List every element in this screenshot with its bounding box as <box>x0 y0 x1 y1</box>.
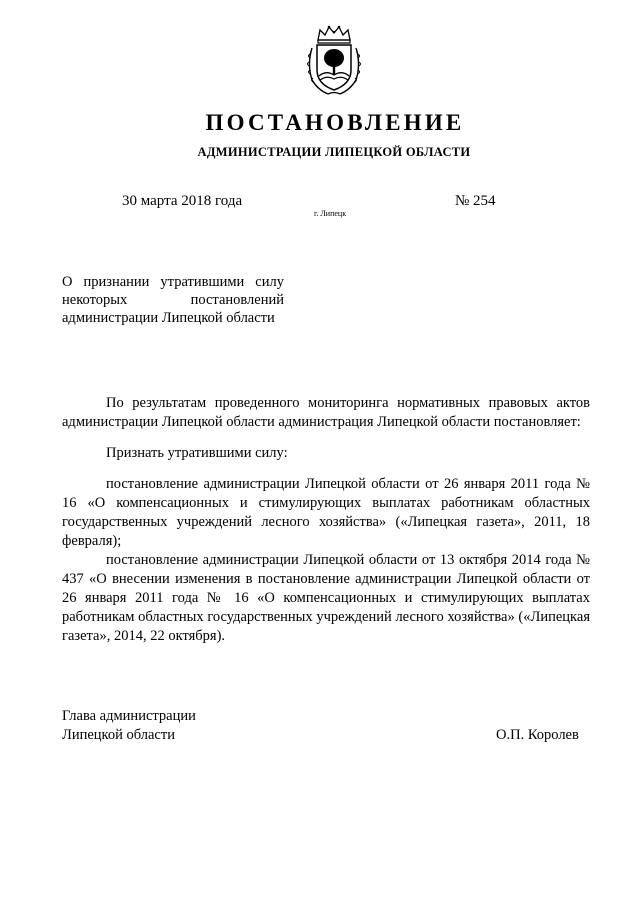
repealed-item-paragraph: постановление администрации Липецкой области от 26 января 2011 года № 16 «О компенсационных и стимулирующих выплатах работникам областных государственных учреждений лесного хозяйства» («Липецкая газета», 2011, 18 февраля); <box>62 476 590 549</box>
signatory-position-line: Липецкой области <box>62 727 175 743</box>
document-date: 30 марта 2018 года <box>122 193 243 209</box>
intro-paragraph: По результатам проведенного мониторинга нормативных правовых актов администрации Липецкой области администрация Липецкой области постановляет: <box>62 395 590 430</box>
document-body <box>62 394 590 646</box>
document-city: г. Липецк <box>314 209 347 218</box>
resolve-paragraph: Признать утратившими силу: <box>106 445 288 461</box>
subject-line: администрации Липецкой области <box>62 310 275 326</box>
document-subject <box>62 273 284 327</box>
coat-of-arms-emblem-icon <box>304 24 364 96</box>
signatory-name: О.П. Королев <box>496 727 579 743</box>
document-title: ПОСТАНОВЛЕНИЕ <box>205 110 465 135</box>
subject-line: некоторых постановлений <box>62 292 284 308</box>
document-subtitle: АДМИНИСТРАЦИИ ЛИПЕЦКОЙ ОБЛАСТИ <box>197 145 471 159</box>
signatory-position <box>62 707 196 745</box>
signatory-position-line: Глава администрации <box>62 708 196 724</box>
subject-line: О признании утратившими силу <box>62 274 284 290</box>
repealed-item-paragraph: постановление администрации Липецкой области от 13 октября 2014 года № 437 «О внесении изменения в постановление администрации Липецкой области от 26 января 2011 года № 16 «О компенсационных и стимулирующих выплатах работникам областных государственных учреждений лесного хозяйства» («Липецкая газета», 2014, 22 октября). <box>62 552 590 644</box>
document-number: № 254 <box>455 193 496 209</box>
